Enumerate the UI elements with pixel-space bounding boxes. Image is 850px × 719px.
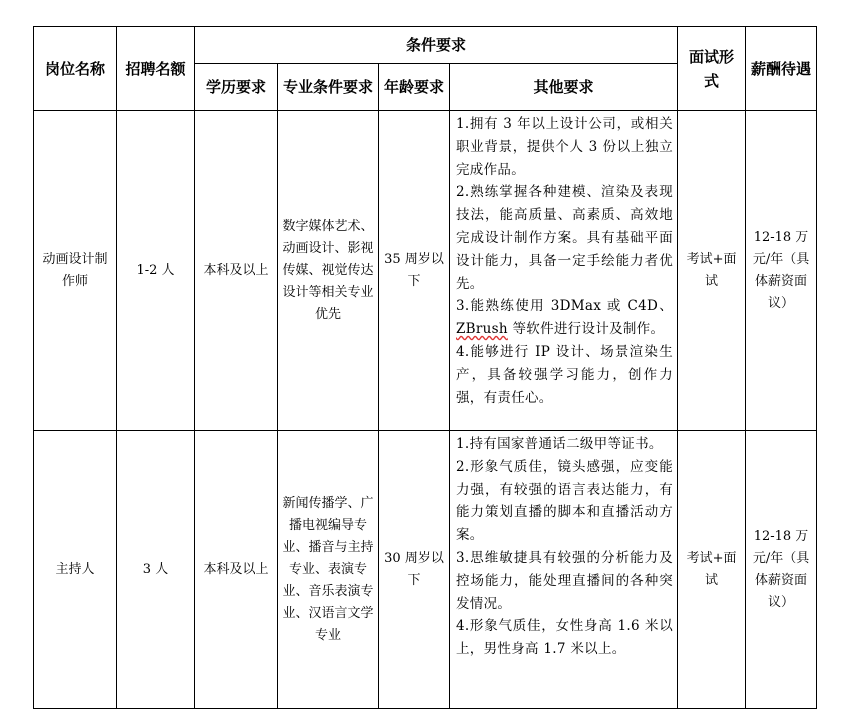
header-major: 专业条件要求 bbox=[278, 64, 379, 111]
header-position: 岗位名称 bbox=[34, 27, 117, 111]
requirement-item: 2.形象气质佳，镜头感强，应变能力强，有较强的语言表达能力，有能力策划直播的脚本和直播活动方案。 bbox=[456, 458, 674, 544]
cell-interview: 考试+面试 bbox=[678, 111, 746, 431]
cell-education: 本科及以上 bbox=[195, 111, 278, 431]
recruitment-table bbox=[33, 26, 817, 709]
spellcheck-word: ZBrush bbox=[456, 321, 508, 338]
requirement-item: 1.持有国家普通话二级甲等证书。 bbox=[456, 436, 663, 452]
cell-other bbox=[450, 431, 678, 709]
cell-position: 主持人 bbox=[34, 431, 117, 709]
header-age: 年龄要求 bbox=[379, 64, 450, 111]
cell-age: 30 周岁以下 bbox=[379, 431, 450, 709]
requirement-item: 4.形象气质佳，女性身高 1.6 米以上，男性身高 1.7 米以上。 bbox=[456, 618, 674, 658]
header-conditions: 条件要求 bbox=[195, 27, 678, 64]
header-interview: 面试形式 bbox=[678, 27, 746, 111]
cell-position: 动画设计制作师 bbox=[34, 111, 117, 431]
cell-quota: 1-2 人 bbox=[117, 111, 195, 431]
requirement-item: 4.能够进行 IP 设计、场景渲染生产，具备较强学习能力，创作力强，有责任心。 bbox=[456, 343, 674, 406]
header-education: 学历要求 bbox=[195, 64, 278, 111]
cell-salary: 12-18 万元/年（具体薪资面议） bbox=[746, 111, 817, 431]
cell-age: 35 周岁以下 bbox=[379, 111, 450, 431]
cell-interview: 考试+面试 bbox=[678, 431, 746, 709]
requirement-item: 3.思维敏捷具有较强的分析能力及控场能力，能处理直播间的各种突发情况。 bbox=[456, 549, 674, 612]
cell-quota: 3 人 bbox=[117, 431, 195, 709]
cell-salary: 12-18 万元/年（具体薪资面议） bbox=[746, 431, 817, 709]
table-row bbox=[34, 111, 817, 431]
cell-other bbox=[450, 111, 678, 431]
requirement-item: 3.能熟练使用 3DMax 或 C4D、ZBrush 等软件进行设计及制作。 bbox=[456, 298, 674, 338]
header-salary: 薪酬待遇 bbox=[746, 27, 817, 111]
cell-major: 新闻传播学、广播电视编导专业、播音与主持专业、表演专业、音乐表演专业、汉语言文学专业 bbox=[278, 431, 379, 709]
header-quota: 招聘名额 bbox=[117, 27, 195, 111]
header-other: 其他要求 bbox=[450, 64, 678, 111]
requirement-item: 2.熟练掌握各种建模、渲染及表现技法，能高质量、高素质、高效地完成设计制作方案。具有基础平面设计能力，具备一定手绘能力者优先。 bbox=[456, 184, 674, 292]
cell-education: 本科及以上 bbox=[195, 431, 278, 709]
requirement-item: 1.拥有 3 年以上设计公司，或相关职业背景，提供个人 3 份以上独立完成作品。 bbox=[456, 116, 674, 178]
cell-major: 数字媒体艺术、动画设计、影视传媒、视觉传达设计等相关专业优先 bbox=[278, 111, 379, 431]
table-row bbox=[34, 431, 817, 709]
